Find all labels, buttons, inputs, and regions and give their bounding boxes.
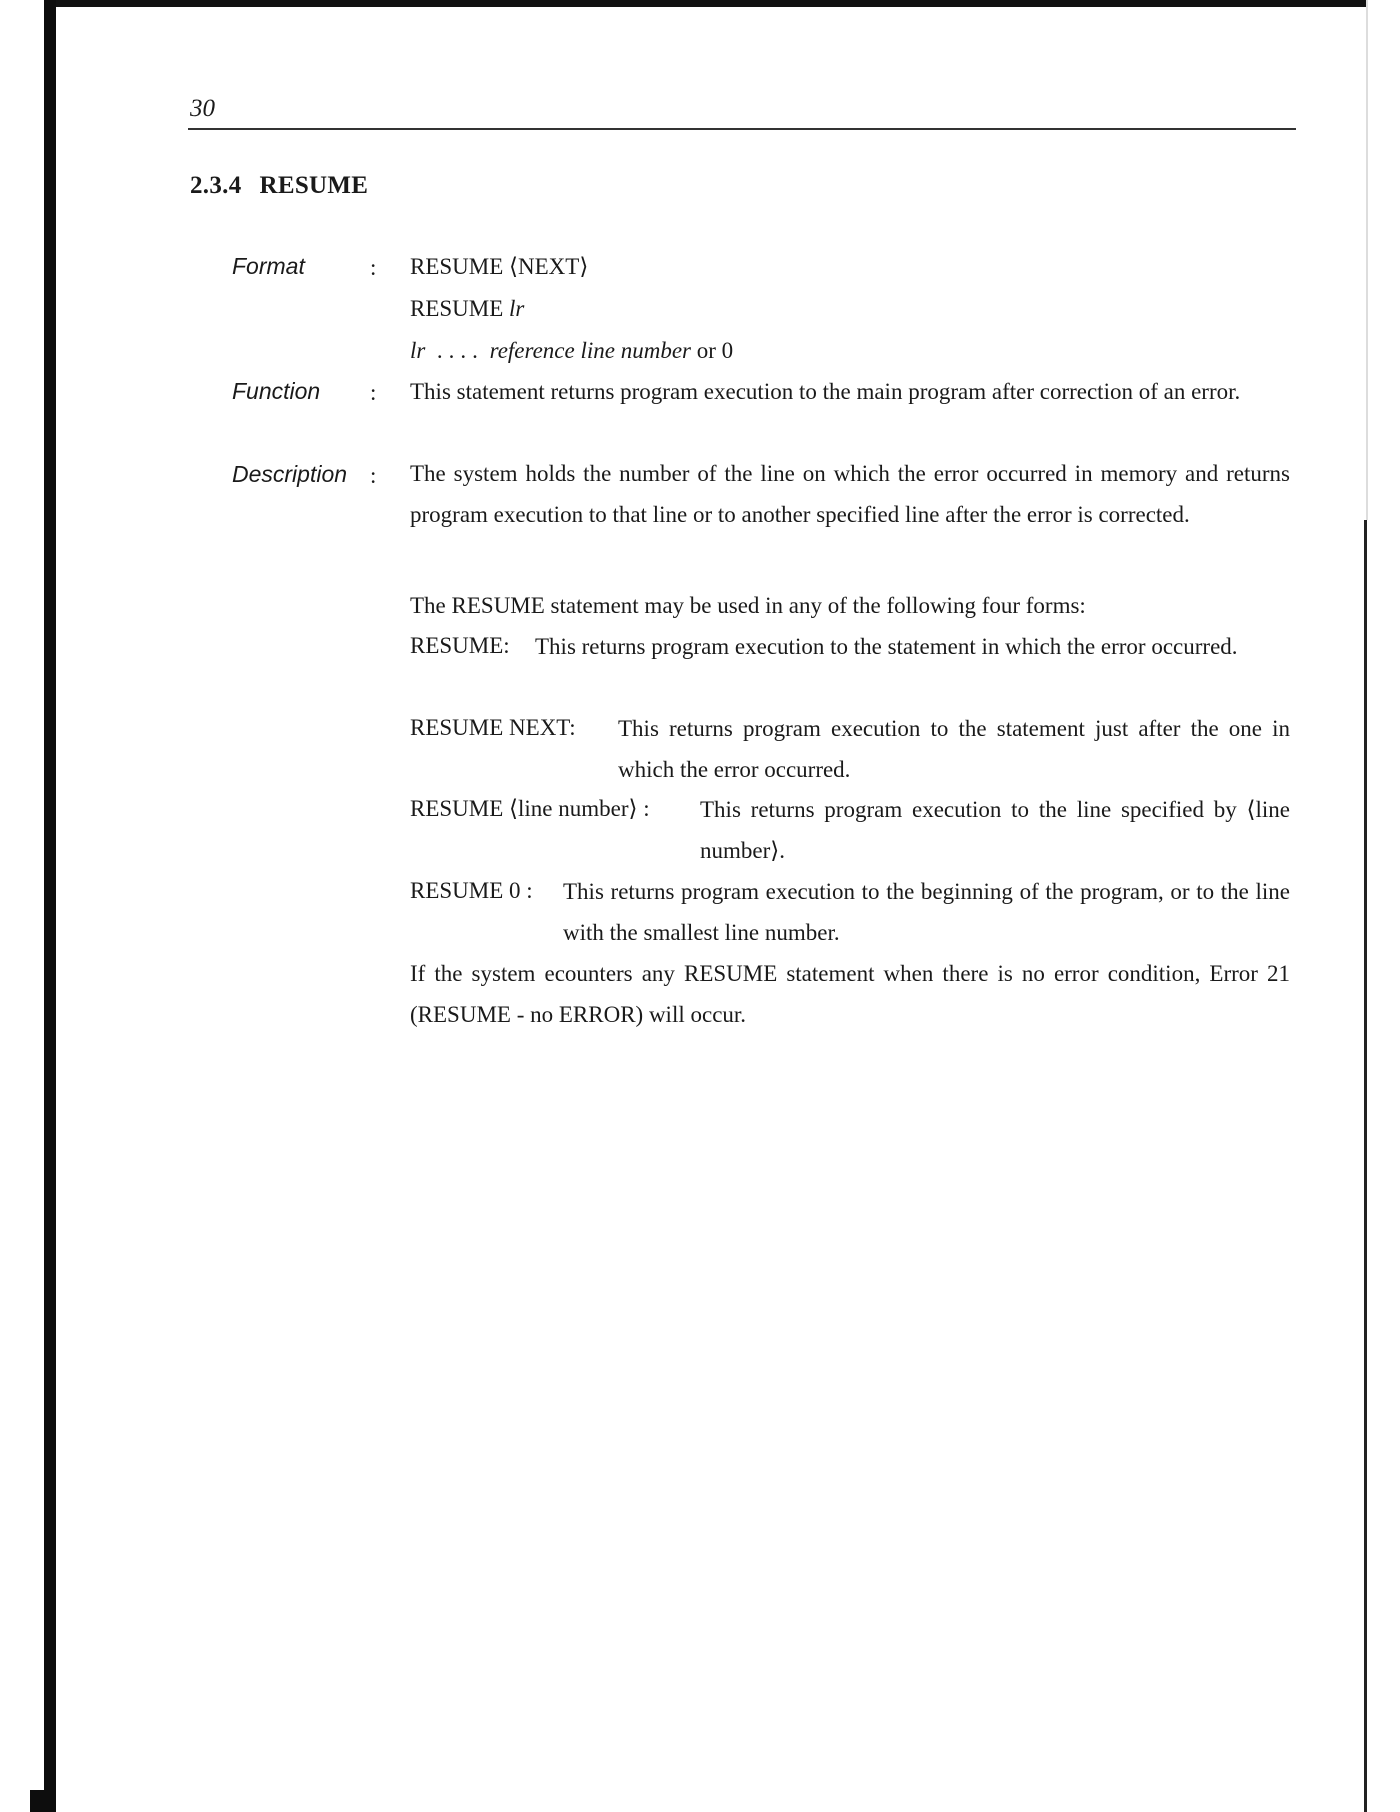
format-colon: :: [370, 255, 377, 280]
description-colon: :: [370, 463, 377, 488]
form-term-resume-next: RESUME NEXT:: [410, 715, 576, 740]
function-text: This statement returns program execution to the main program after correction of an error.: [410, 379, 1241, 404]
description-paragraph: The system holds the number of the line on which the error occurred in memory and returns program execution to that line or to another specified line after the error is corrected.: [410, 461, 1290, 527]
form-desc-resume-line-number: This returns program execution to the line specified by ⟨line number⟩.: [700, 797, 1290, 863]
form-desc-resume: This returns program execution to the statement in which the error occurred.: [535, 634, 1238, 659]
scan-edge-left: [44, 0, 56, 1812]
format-line-2-keyword: RESUME: [410, 296, 504, 321]
format-line-1: RESUME ⟨NEXT⟩: [410, 254, 589, 279]
format-line-2: [410, 288, 524, 329]
description-label: Description: [232, 461, 348, 487]
format-line-3: [410, 330, 733, 371]
function-label: Function: [232, 378, 321, 404]
form-term-resume: RESUME:: [410, 633, 510, 658]
format-label: Format: [232, 253, 305, 279]
function-colon: :: [370, 380, 377, 405]
section-number: 2.3.4: [190, 172, 242, 199]
section-title: RESUME: [259, 172, 369, 199]
section-heading: [190, 172, 368, 200]
format-line-3-suffix: or 0: [696, 338, 734, 363]
format-line-3-param: lr: [410, 338, 426, 363]
scan-edge-corner: [30, 1790, 46, 1812]
format-line-3-desc: reference line number: [489, 338, 691, 363]
format-line-3-dots: ....: [436, 338, 484, 363]
scan-edge-right-faint: [1366, 0, 1368, 520]
scan-edge-right: [1364, 520, 1367, 1812]
scan-edge-top: [55, 0, 1368, 7]
form-term-resume-line-number: RESUME ⟨line number⟩ :: [410, 796, 650, 821]
form-term-resume-0: RESUME 0 :: [410, 878, 533, 903]
page-number: 30: [190, 95, 215, 122]
form-desc-resume-0: This returns program execution to the beginning of the program, or to the line with the smallest line number.: [563, 879, 1290, 945]
header-rule: [188, 128, 1296, 130]
form-desc-resume-next: This returns program execution to the statement just after the one in which the error occurred.: [618, 716, 1290, 782]
closing-paragraph: If the system ecounters any RESUME statement when there is no error condition, Error 21 (RESUME - no ERROR) will occur.: [410, 961, 1290, 1027]
format-line-2-param: lr: [509, 296, 525, 321]
forms-intro: The RESUME statement may be used in any of the following four forms:: [410, 593, 1086, 618]
